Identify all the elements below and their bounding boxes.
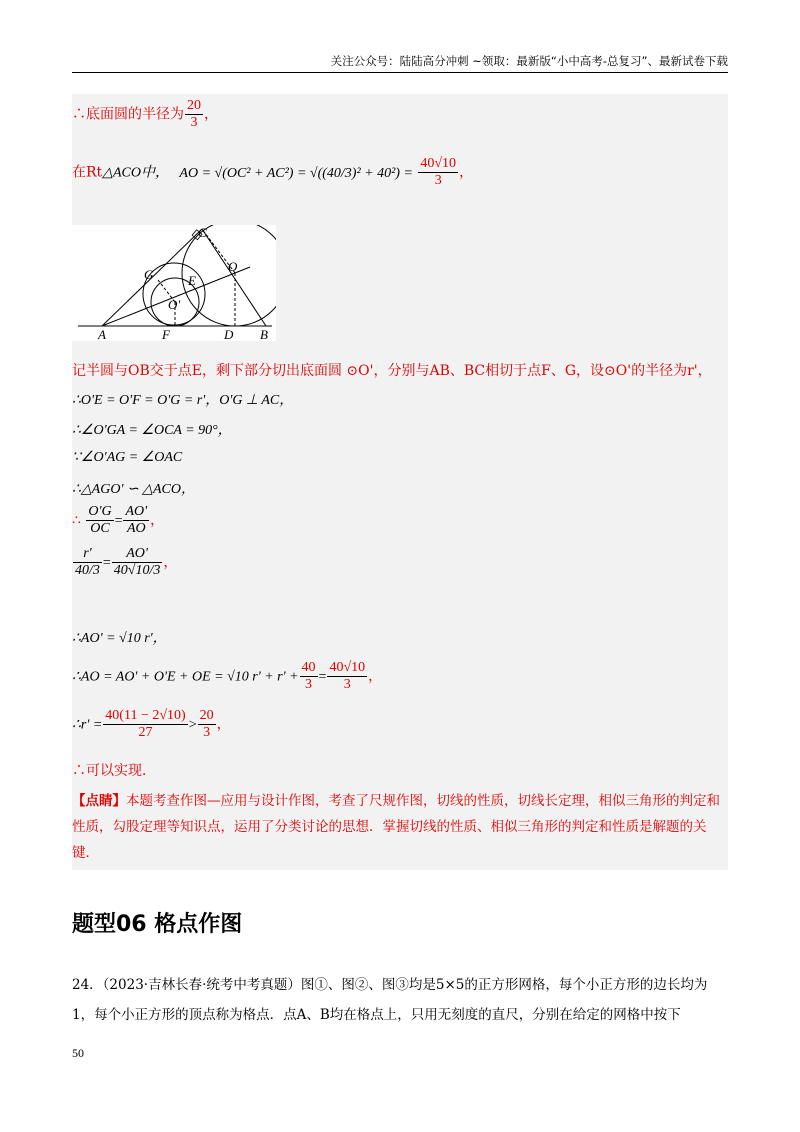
comment-tag: 【点睛】 [72,793,126,809]
solution-line-9: $\frac{r'}{40/3}$ = $\frac{AO'}{40√10/3}$ ， [75,546,178,578]
solution-line-3: 记半圆与OB交于点E，剩下部分切出底面圆 ⊙O'，分别与AB、BC相切于点F、G，设⊙O'的半径为r'， [72,363,712,379]
label-B: B [260,327,268,341]
label-G: G [144,267,154,282]
label-O-prime: O' [168,297,181,312]
section-title: 题型06 格点作图 [72,912,243,937]
solution-line-13: ∴可以实现． [72,763,156,779]
solution-line-7: ∴△AGO' ∽ △ACO， [72,482,195,497]
solution-line-8: ∴ $\frac{O'G}{OC}$ = $\frac{AO'}{AO}$ ， [72,504,165,536]
solution-line-4: ∴O'E = O'F = O'G = r'，O'G ⊥ AC， [72,393,294,408]
page-number: 50 [72,1046,84,1060]
label-E: E [188,273,196,288]
comment-paragraph [72,788,722,866]
label-C: C [198,225,207,240]
problem-24: 24．（2023·吉林长春·统考中考真题）图①、图②、图③均是5×5的正方形网格，每个小正方形的边长均为1，每个小正方形的顶点称为格点．点A、B均在格点上，只用无刻度的直尺，分别在给定的网格中按下 [72,977,708,1023]
solution-line-10: ∴AO' = √10 r'， [72,631,167,646]
label-O: O [228,259,238,274]
solution-line-1: ∴底面圆的半径为 $\frac{20}{3}$ ， [72,98,218,130]
label-D: D [224,327,234,341]
label-F: F [162,327,170,341]
solution-line-12: ∴r' = $\frac{40(11 - 2√10)}{27}$ > $\frac{20}{3}$ ， [72,708,231,740]
solution-line-2: 在Rt△ACO中， AO = √(OC² + AC²) = √((40/3)² + 40²) = $\frac{40√10}{3}$ ， [72,156,474,188]
solution-line-11: ∴AO = AO' + O'E + OE = √10 r' + r' + $\frac{40}{3}$ = $\frac{40√10}{3}$ ， [72,660,383,692]
comment-body: 本题考查作图—应用与设计作图，考查了尺规作图，切线的性质，切线长定理，相似三角形的判定和性质，勾股定理等知识点，运用了分类讨论的思想．掌握切线的性质、相似三角形的判定和性质是解题的关键． [72,793,720,861]
label-A: A [98,327,106,341]
solution-block [72,94,728,870]
solution-line-6: ∵∠O'AG = ∠OAC [72,450,183,465]
geometry-figure [72,225,276,341]
solution-line-5: ∴∠O'GA = ∠OCA = 90°， [72,423,232,438]
page-header: 关注公众号：陆陆高分冲刺 ~领取：最新版“小中高考-总复习”、最新试卷下载 [72,54,728,73]
